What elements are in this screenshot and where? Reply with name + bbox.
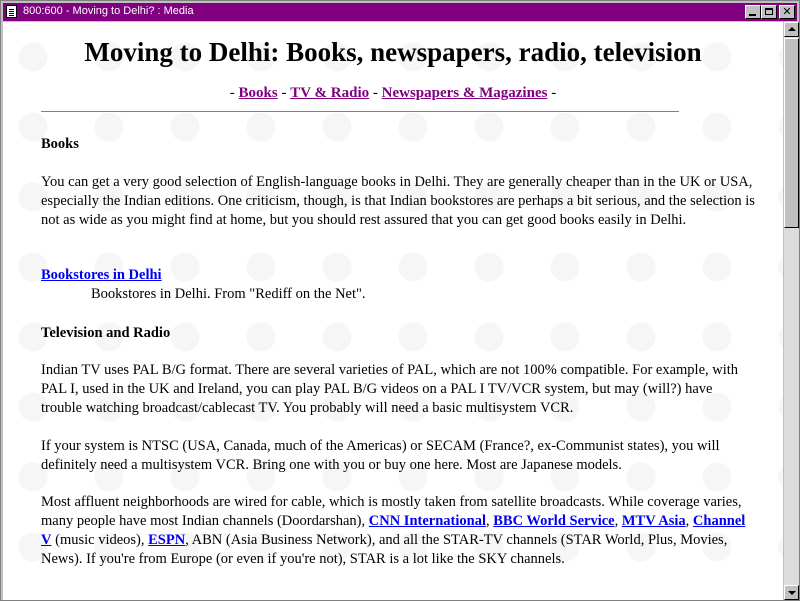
minimize-icon bbox=[749, 14, 756, 16]
horizontal-rule bbox=[41, 111, 679, 113]
minimize-button[interactable] bbox=[745, 5, 761, 19]
scroll-down-button[interactable] bbox=[784, 585, 799, 600]
scroll-up-button[interactable] bbox=[784, 22, 799, 37]
mtv-asia-link[interactable]: MTV Asia bbox=[621, 513, 686, 529]
vertical-scrollbar[interactable] bbox=[784, 22, 799, 600]
scroll-thumb[interactable] bbox=[784, 38, 799, 228]
close-icon: ✕ bbox=[782, 5, 792, 18]
cable-text: , bbox=[685, 513, 693, 529]
maximize-icon bbox=[765, 8, 773, 15]
page-title: Moving to Delhi: Books, newspapers, radio, television bbox=[84, 37, 702, 67]
tv-paragraph-pal: Indian TV uses PAL B/G format. There are several varieties of PAL, which are not 100% compatible. For example, with PAL I, used in the UK and Ireland, you can play PAL B/G videos on a PAL I TV/VCR system, but may (will?) have trouble watching broadcast/cablecast TV. You probably will need a basic multisystem VCR. bbox=[41, 362, 739, 416]
nav-link-books[interactable]: Books bbox=[238, 85, 278, 101]
tv-paragraph-ntsc: If your system is NTSC (USA, Canada, much of the Americas) or SECAM (France?, ex-Communist states), you will definitely need a multisystem VCR. Bring one with you or buy one here. Most are Japanese models. bbox=[41, 438, 720, 473]
maximize-button[interactable] bbox=[761, 5, 777, 19]
books-paragraph: You can get a very good selection of English-language books in Delhi. They are generally cheaper than in the UK or USA, especially the Indian editions. One criticism, though, is that Indian bookstores are perhaps a bit serious, and the selection is not as wide as you might find at home, but you should rest assured that you can get good books easily in Delhi. bbox=[41, 174, 755, 228]
bookstores-link-line bbox=[41, 266, 756, 285]
section-nav bbox=[3, 84, 783, 102]
cable-text: Most affluent neighborhoods are wired for cable, which is mostly taken from satellite broadcasts. While coverage varies, many people have most Indian channels (Doordarshan), bbox=[41, 494, 742, 529]
books-heading: Books bbox=[41, 136, 79, 152]
bbc-world-service-link[interactable]: BBC World Service bbox=[493, 513, 615, 529]
tv-paragraph-cable bbox=[41, 493, 756, 569]
cable-text: , ABN (Asia Business Network), and all the STAR-TV channels (STAR World, Plus, Movies, News). If you're from Europe (or even if you're not), STAR is a lot like the SKY channels. bbox=[41, 532, 728, 567]
cable-text: (music videos), bbox=[51, 532, 149, 548]
tv-radio-heading: Television and Radio bbox=[41, 325, 171, 341]
cable-text: , bbox=[485, 513, 494, 529]
nav-separator: - bbox=[229, 85, 239, 101]
bookstores-in-delhi-link[interactable]: Bookstores in Delhi bbox=[41, 267, 162, 283]
nav-separator: - bbox=[369, 85, 382, 101]
nav-link-tv-radio[interactable]: TV & Radio bbox=[290, 85, 370, 101]
close-button[interactable] bbox=[779, 5, 795, 19]
nav-separator: - bbox=[277, 85, 291, 101]
bookstores-link-description: Bookstores in Delhi. From "Rediff on the Net". bbox=[91, 286, 366, 302]
nav-separator: - bbox=[547, 85, 557, 101]
page-content bbox=[3, 22, 783, 600]
document-icon bbox=[6, 5, 17, 18]
title-bar[interactable] bbox=[3, 3, 797, 21]
cnn-international-link[interactable]: CNN International bbox=[368, 513, 486, 529]
nav-link-newspapers-magazines[interactable]: Newspapers & Magazines bbox=[381, 85, 548, 101]
channel-v-link[interactable]: Channel V bbox=[41, 513, 746, 548]
espn-link[interactable]: ESPN bbox=[148, 532, 186, 548]
window-title: 800:600 - Moving to Delhi? : Media bbox=[23, 5, 194, 17]
cable-text: , bbox=[614, 513, 622, 529]
